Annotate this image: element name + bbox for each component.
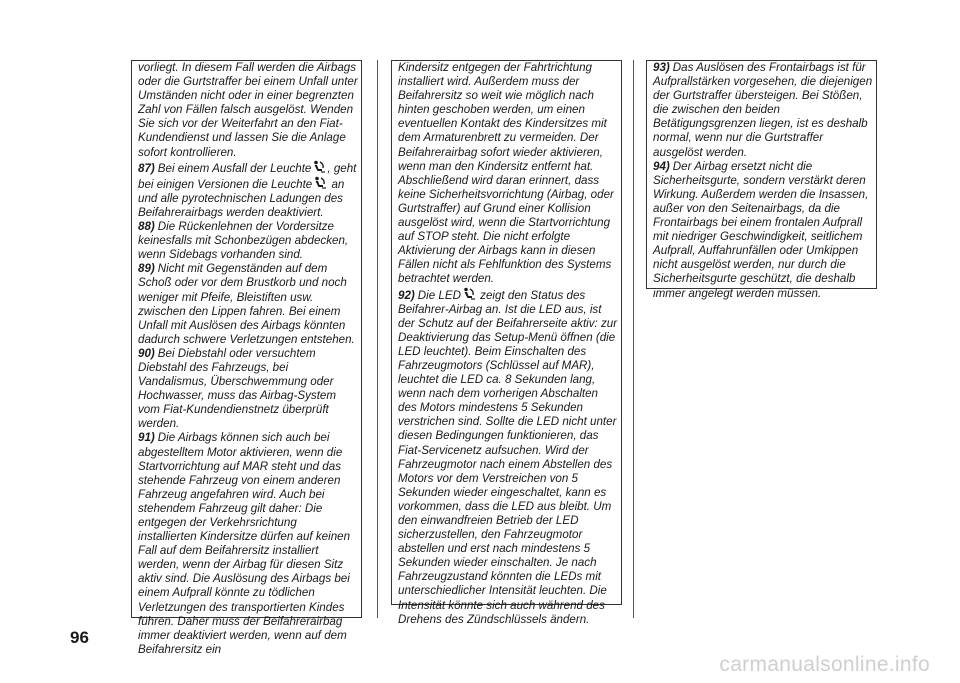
note-text: zeigt den Status des Beifahrer-Airbag an. Ist die LED aus, ist der Schutz auf der Beifahrerseite aktiv: zur Deaktivierung das Setup-Menü öffnen (die LED leuchtet). Beim Einschalten des Fahrzeugmotors (Schlüssel auf MAR), leuchtet die LED ca. 8 Sekunden lang, wenn nach dem vorherigen Abschalten des Motors mindestens 5 Sekunden verstrichen sind. Sollte die LED nicht unter diesen Bedingungen funktionieren, das Fiat-Servicenetz aufsuchen. Wird der Fahrzeugmotor nach einem Abstellen des Motors vor dem Verstreichen von 5 Sekunden wieder eingeschaltet, kann es vorkommen, dass die LED aus bleibt. Um den einwandfreien Betrieb der LED sicherzustellen, den Fahrzeugmotor abstellen und erst nach mindestens 5 Sekunden wieder einschalten. Je nach Fahrzeugzustand könnten die LEDs mit unterschiedlicher Intensität leuchten. Die Intensität könnte sich auch während des Drehens des Zündschlüssels ändern. [398, 288, 618, 626]
note-text: , geht bei einigen Versionen die Leuchte [138, 161, 357, 191]
note-column-3 [646, 60, 877, 300]
note-92 [398, 287, 618, 627]
note-text: Das Auslösen des Frontairbags ist für Aufprallstärken vorgesehen, die diejenigen der Gurtstraffer übersteigen. Bei Stößen, die zwischen den beiden Betätigungsgrenzen liegen, ist es deshalb normal, wenn nur die Gurtstraffer ausgelöst werden. [653, 61, 873, 159]
watermark: carmanualsonline.info [719, 653, 930, 676]
note-number: 89) [138, 262, 155, 276]
note-91 [138, 431, 358, 657]
note-text: Der Airbag ersetzt nicht die Sicherheitsgurte, sondern verstärkt deren Wirkung. Außerdem werden die Insassen, außer von den Seitenairbags, da die Frontairbags bei einem frontalen Aufprall mit niedriger Geschwindigkeit, seitlichem Aufprall, Auffahrunfällen oder Umkippen nicht ausgelöst werden, nur durch die Sicherheitsgurte geschützt, die deshalb immer angelegt werden müssen. [653, 159, 869, 300]
note-column-2 [391, 60, 622, 626]
note-93 [653, 61, 873, 160]
note-number: 87) [138, 161, 155, 175]
note-number: 91) [138, 431, 155, 445]
airbag-passenger-off-icon [462, 287, 476, 301]
note-number: 93) [653, 61, 670, 74]
page-number: 96 [70, 628, 89, 647]
airbag-passenger-off-icon [313, 176, 327, 190]
note-89 [138, 262, 358, 347]
note-number: 92) [398, 288, 415, 302]
note-text: Die LED [417, 288, 461, 302]
note-text: an und alle pyrotechnischen Ladungen des Beifahrerairbags werden deaktiviert. [138, 177, 345, 219]
note-column-1 [131, 60, 362, 656]
note-number: 90) [138, 346, 155, 360]
note-number: 94) [653, 159, 670, 173]
note-text: Bei einem Ausfall der Leuchte [157, 161, 312, 175]
column-divider [377, 60, 378, 618]
airbag-passenger-off-icon [312, 160, 326, 174]
note-90 [138, 347, 358, 432]
note-text: Die Airbags können sich auch bei abgestelltem Motor aktivieren, wenn die Startvorrichtung auf MAR steht und das stehende Fahrzeug von einem anderen Fahrzeug angefahren wird. Auch bei stehendem Fahrzeug gilt daher: Die entgegen der Verkehrsrichtung installierten Kindersitze dürfen auf keinen Fall auf dem Beifahrersitz installiert werden, wenn der Airbag für diesen Sitz aktiv sind. Die Auslösung des Airbags bei einem Aufprall könnte zu tödlichen Verletzungen des transportierten Kindes führen. Daher muss der Beifahrerairbag immer deaktiviert werden, wenn auf dem Beifahrersitz ein [138, 431, 351, 656]
note-continuation: Kindersitz entgegen der Fahrtrichtung installiert wird. Außerdem muss der Beifahrersitz so weit wie möglich nach hinten geschoben werden, um einen eventuellen Kontakt des Kindersitzes mit dem Armaturenbrett zu vermeiden. Der Beifahrerairbag sofort wieder aktivieren, wenn man den Kindersitz entfernt hat. Abschließend wird daran erinnert, dass keine Sicherheitsvorrichtung (Airbag, oder Gurtstraffer) auf Grund einer Kollision ausgelöst wird, wenn die Startvorrichtung auf STOP steht. Die nicht erfolgte Aktivierung der Airbags kann in diesen Fällen nicht als Fehlfunktion des Systems betrachtet werden. [398, 61, 614, 286]
note-94 [653, 160, 873, 301]
note-number: 88) [138, 220, 155, 234]
column-divider [633, 60, 634, 618]
note-88 [138, 220, 358, 262]
note-text: Die Rückenlehnen der Vordersitze keinesfalls mit Schonbezügen abdecken, wenn Sidebags vorhanden sind. [138, 220, 349, 262]
section-title [60, 30, 120, 230]
note-text: Bei Diebstahl oder versuchtem Diebstahl des Fahrzeugs, bei Vandalismus, Überschwemmung oder Hochwasser, muss das Airbag-System vom Fiat-Kundendienstnetz überprüft werden. [138, 346, 337, 431]
note-87 [138, 160, 358, 220]
note-continuation: vorliegt. In diesem Fall werden die Airbags oder die Gurtstraffer bei einem Unfall unter Umständen nicht oder in einer begrenzten Zahl von Fällen falsch ausgelöst. Wenden Sie sich vor der Weiterfahrt an den Fiat-Kundendienst und lassen Sie die Anlage sofort kontrollieren. [138, 61, 358, 159]
note-text: Nicht mit Gegenständen auf dem Schoß oder vor dem Brustkorb und noch weniger mit Pfeife, Bleistiften usw. zwischen den Lippen fahren. Bei einem Unfall mit Auslösen des Airbags könnten dadurch schwere Verletzungen entstehen. [138, 262, 355, 346]
